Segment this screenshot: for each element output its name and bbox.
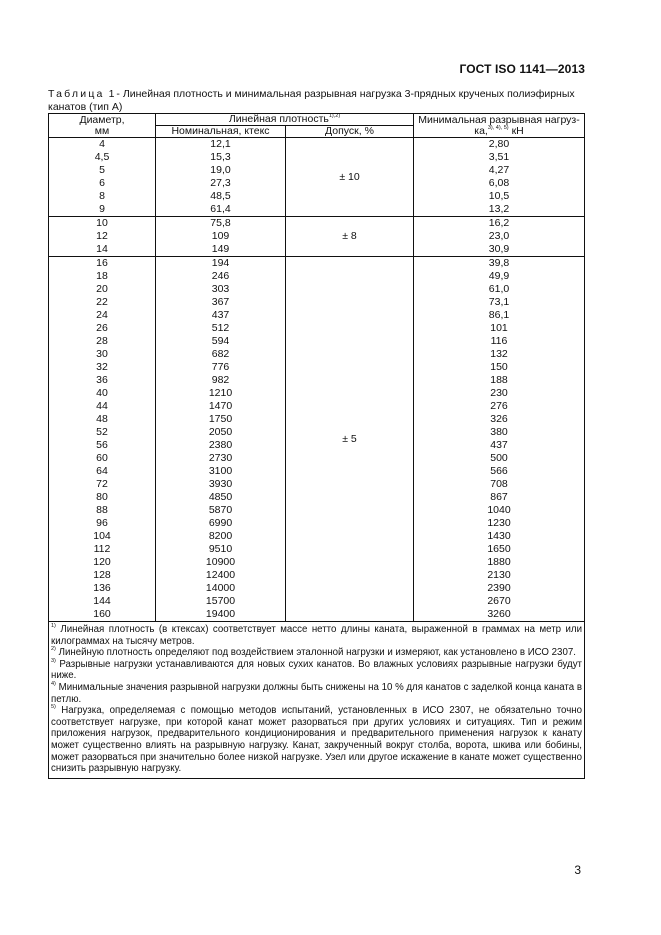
load-value: 30,9 (488, 243, 510, 255)
nominal-column-cell (156, 257, 286, 622)
load-value: 708 (490, 478, 508, 490)
load-value: 132 (490, 348, 508, 360)
header-load-cont: ка, (474, 124, 488, 137)
load-value: 1430 (487, 530, 511, 542)
table-wrapper (48, 113, 584, 779)
table-group-row (49, 257, 585, 622)
load-value: 116 (490, 335, 508, 347)
diameter-value: 44 (96, 400, 108, 412)
nominal-value: 149 (211, 243, 230, 255)
diameter-value: 48 (96, 413, 108, 425)
diameter-value: 136 (93, 582, 111, 594)
table-group-row (49, 138, 585, 217)
load-value: 6,08 (488, 177, 510, 189)
nominal-value: 10900 (205, 556, 236, 568)
nominal-value: 246 (211, 270, 230, 282)
nominal-value: 776 (211, 361, 230, 373)
nominal-value: 982 (211, 374, 230, 386)
load-column-cell (414, 138, 585, 217)
load-value: 276 (490, 400, 508, 412)
load-value: 500 (490, 452, 508, 464)
note-text: Разрывные нагрузки устанавливаются для новых сухих канатов. Во влажных условиях разрывные нагрузки будут ниже. (51, 658, 582, 682)
table-note (51, 705, 582, 775)
load-value: 2390 (487, 582, 511, 594)
tolerance-cell: ± 8 (286, 217, 414, 257)
nominal-value: 15700 (205, 595, 236, 607)
header-diameter (49, 114, 156, 138)
header-load-label: Минимальная разрывная нагруз- (418, 113, 580, 126)
load-value: 566 (490, 465, 508, 477)
diameter-value: 120 (93, 556, 111, 568)
caption-label: Таблица (48, 88, 105, 100)
nominal-value: 19400 (205, 608, 236, 620)
diameter-value: 22 (96, 296, 108, 308)
diameter-value: 18 (96, 270, 108, 282)
nominal-value: 48,5 (210, 190, 231, 202)
nominal-value: 8200 (208, 530, 233, 542)
load-value: 1230 (487, 517, 511, 529)
header-tolerance: Допуск, % (286, 126, 414, 138)
nominal-value: 3100 (208, 465, 233, 477)
note-text: Нагрузка, определяемая с помощью методов испытаний, установленных в ИСО 2307, не обязательно точно соответствует нагрузке, при которой канат может разорваться при других условиях и ситуациях. Тип и режим приложения нагрузок, предварительного кондиционирования и предварительного применения нагрузок к канату может существенно влиять на разрывную нагрузку. Канат, закрученный вокруг столба, ворота, шкива или бобины, может разорваться при значительно более низкой нагрузке. Узел или другое искажение в канате может существенно снизить разрывную нагрузку. (51, 705, 582, 775)
load-value: 1040 (487, 504, 511, 516)
nominal-value: 2380 (208, 439, 233, 451)
diameter-column-cell (49, 138, 156, 217)
nominal-value: 61,4 (210, 203, 231, 215)
nominal-value: 2730 (208, 452, 233, 464)
note-ref: 3) (51, 657, 56, 664)
diameter-value: 60 (96, 452, 108, 464)
diameter-value: 4,5 (94, 151, 110, 163)
diameter-value: 52 (96, 426, 108, 438)
load-value: 16,2 (488, 217, 510, 229)
nominal-value: 594 (211, 335, 230, 347)
table-note (51, 624, 582, 647)
document-id: ГОСТ ISO 1141—2013 (459, 62, 585, 76)
table-note (51, 682, 582, 705)
nominal-value: 1750 (208, 413, 233, 425)
nominal-value: 2050 (208, 426, 233, 438)
nominal-value: 109 (211, 230, 230, 242)
table-caption (48, 88, 584, 114)
nominal-value: 4850 (208, 491, 233, 503)
nominal-value: 303 (211, 283, 230, 295)
diameter-value: 112 (93, 543, 111, 555)
diameter-value: 4 (99, 138, 105, 150)
diameter-value: 8 (99, 190, 105, 202)
diameter-value: 64 (96, 465, 108, 477)
load-value: 1880 (487, 556, 511, 568)
load-value: 188 (490, 374, 508, 386)
header-density-label: Линейная плотность (228, 113, 329, 125)
note-text: Линейная плотность (в ктексах) соответствует массе нетто длины каната, выраженной в граммах на метр или килограммах на тысячу метров. (51, 624, 582, 647)
diameter-value: 104 (93, 530, 111, 542)
nominal-value: 19,0 (210, 164, 231, 176)
table-note (51, 647, 582, 659)
load-value: 230 (490, 387, 508, 399)
load-column-cell (414, 217, 585, 257)
header-load-unit: кН (511, 124, 524, 137)
load-value: 380 (490, 426, 508, 438)
load-value: 3,51 (488, 151, 510, 163)
diameter-value: 72 (96, 478, 108, 490)
nominal-value: 75,8 (210, 217, 231, 229)
caption-text: - Линейная плотность и минимальная разрывная нагрузка 3-прядных крученых полиэфирных канатов (тип А) (48, 88, 575, 113)
load-value: 49,9 (488, 270, 510, 282)
header-density (156, 114, 414, 126)
nominal-column-cell (156, 138, 286, 217)
load-value: 2,80 (488, 138, 510, 150)
diameter-value: 14 (96, 243, 108, 255)
header-diameter-unit: мм (94, 124, 110, 137)
nominal-value: 194 (211, 257, 230, 269)
nominal-value: 27,3 (210, 177, 231, 189)
header-load (414, 114, 585, 138)
load-value: 10,5 (488, 190, 510, 202)
diameter-value: 40 (96, 387, 108, 399)
diameter-value: 96 (96, 517, 108, 529)
nominal-value: 14000 (205, 582, 236, 594)
nominal-value: 512 (211, 322, 230, 334)
load-value: 86,1 (488, 309, 510, 321)
diameter-value: 56 (96, 439, 108, 451)
diameter-value: 36 (96, 374, 108, 386)
diameter-value: 28 (96, 335, 108, 347)
load-column-cell (414, 257, 585, 622)
nominal-value: 682 (211, 348, 230, 360)
table-notes-row (49, 622, 585, 779)
load-value: 73,1 (488, 296, 510, 308)
data-table (48, 113, 585, 779)
nominal-value: 12400 (205, 569, 236, 581)
caption-number: 1 (108, 88, 115, 100)
header-diameter-label: Диаметр, (79, 113, 125, 126)
note-ref: 5) (51, 704, 56, 711)
diameter-value: 30 (96, 348, 108, 360)
load-value: 61,0 (488, 283, 510, 295)
diameter-column-cell (49, 257, 156, 622)
nominal-value: 367 (211, 296, 230, 308)
diameter-value: 32 (96, 361, 108, 373)
load-value: 867 (490, 491, 508, 503)
table-notes (49, 622, 585, 779)
load-value: 3260 (487, 608, 511, 620)
load-value: 437 (490, 439, 508, 451)
nominal-value: 15,3 (210, 151, 231, 163)
page-number: 3 (574, 863, 581, 877)
load-value: 39,8 (488, 257, 510, 269)
diameter-value: 88 (96, 504, 108, 516)
nominal-value: 1470 (208, 400, 233, 412)
tolerance-cell: ± 10 (286, 138, 414, 217)
header-nominal: Номинальная, ктекс (156, 126, 286, 138)
load-value: 2130 (487, 569, 511, 581)
diameter-column-cell (49, 217, 156, 257)
diameter-value: 9 (99, 203, 105, 215)
diameter-value: 160 (93, 608, 111, 620)
load-value: 13,2 (488, 203, 510, 215)
diameter-value: 144 (93, 595, 111, 607)
note-text: Линейную плотность определяют под воздействием эталонной нагрузки и измеряют, как установлено в ИСО 2307. (58, 647, 576, 659)
load-value: 1650 (487, 543, 511, 555)
diameter-value: 80 (96, 491, 108, 503)
load-value: 326 (490, 413, 508, 425)
note-ref: 1) (51, 623, 56, 629)
diameter-value: 20 (96, 283, 108, 295)
note-ref: 4) (51, 680, 56, 687)
nominal-value: 437 (211, 309, 230, 321)
load-value: 4,27 (488, 164, 510, 176)
diameter-value: 128 (93, 569, 111, 581)
tolerance-cell: ± 5 (286, 257, 414, 622)
load-value: 2670 (487, 595, 511, 607)
table-group-row (49, 217, 585, 257)
diameter-value: 6 (99, 177, 105, 189)
nominal-value: 6990 (208, 517, 233, 529)
diameter-value: 5 (99, 164, 105, 176)
note-text: Минимальные значения разрывной нагрузки должны быть снижены на 10 % для канатов с заделкой конца каната в петлю. (51, 681, 582, 705)
load-value: 150 (490, 361, 508, 373)
diameter-value: 26 (96, 322, 108, 334)
diameter-value: 10 (96, 217, 108, 229)
load-value: 23,0 (488, 230, 510, 242)
nominal-value: 12,1 (210, 138, 231, 150)
nominal-column-cell (156, 217, 286, 257)
header-density-ref: 1),2) (328, 113, 341, 119)
note-ref: 2) (51, 646, 56, 653)
nominal-value: 9510 (208, 543, 233, 555)
nominal-value: 3930 (208, 478, 233, 490)
diameter-value: 16 (96, 257, 108, 269)
header-load-ref: 3), 4), 5) (487, 124, 509, 131)
diameter-value: 12 (96, 230, 108, 242)
table-note (51, 659, 582, 682)
nominal-value: 1210 (208, 387, 233, 399)
nominal-value: 5870 (208, 504, 233, 516)
load-value: 101 (490, 322, 508, 334)
diameter-value: 24 (96, 309, 108, 321)
table-body (49, 138, 585, 622)
